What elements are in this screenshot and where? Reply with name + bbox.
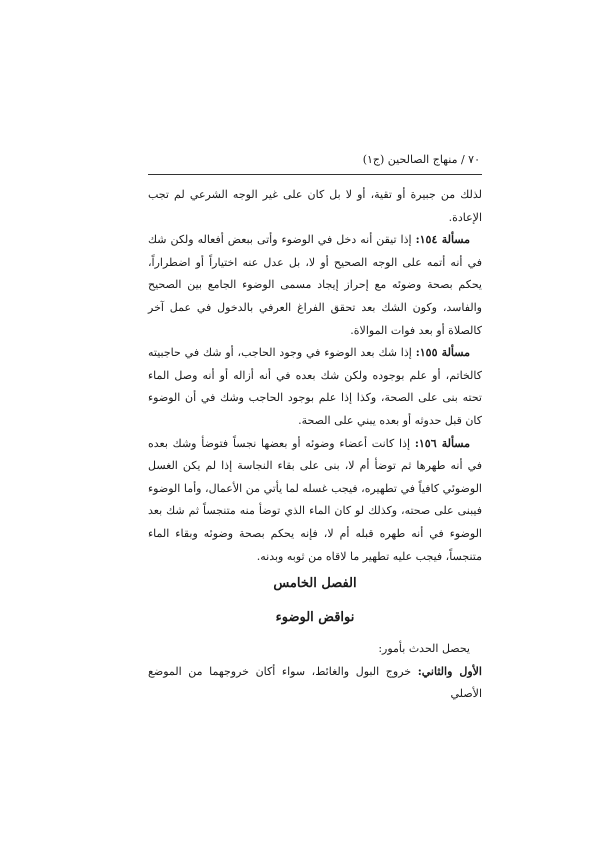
header-rule (148, 174, 482, 175)
section-body (148, 638, 482, 706)
section-intro: يحصل الحدث بأمور: (378, 642, 470, 655)
main-text (148, 184, 482, 568)
list-item-first-second (148, 661, 482, 706)
paragraph-text: إذا كانت أعضاء وضوئه أو بعضها نجساً فتوضأ وشك بعده في أنه طهرها ثم توضأ أم لا، بنى على بقاء النجاسة إذا لم يكن الغسل الوضوئي كافياً في تطهيره، فيجب غسله لما يأتي من الأعمال، وأما الوضوء فيبنى على صحته، وكذلك لو كان الماء الذي توضأ منه متنجساً ثم شك بعد الوضوء في أنه طهره قبله أم لا، فإنه يحكم بصحة وضوئه وبقاء الماء متنجساً، فيجب عليه تطهير ما لاقاه من ثوبه وبدنه. (148, 436, 482, 563)
issue-label: مسألة ١٥٤: (415, 233, 471, 247)
item-text: خروج البول والغائط، سواء أكان خروجهما من الموضع الأصلي (148, 664, 482, 701)
paragraph-text: إذا شك بعد الوضوء في وجود الحاجب، أو شك في حاجبيته كالخاتم، أو علم بوجوده ولكن شك بعده في أنه أزاله أو أنه وصل الماء تحته بنى على الصحة، وكذا إذا علم بوجود الحاجب وشك في أن الوضوء كان قبل حدوثه أو بعده يبني على الصحة. (148, 346, 482, 427)
chapter-title: الفصل الخامس (273, 576, 357, 591)
issue-label: مسألة ١٥٦: (414, 436, 471, 450)
paragraph-issue-155 (148, 342, 482, 432)
paragraph-text: لذلك من جبيرة أو تقية، أو لا بل كان على غير الوجه الشرعي لم تجب الإعادة. (148, 188, 482, 224)
paragraph-issue-154 (148, 229, 482, 342)
running-head: ٧٠ / منهاج الصالحين (ج١) (362, 153, 480, 166)
issue-label: مسألة ١٥٥: (415, 346, 470, 360)
paragraph-text: إذا تيقن أنه دخل في الوضوء وأتى ببعض أفعاله ولكن شك في أنه أتمه على الوجه الصحيح أو لا، بل عدل عنه اختياراً أو اضطراراً، يحكم بصحة وضوئه مع إحراز إيجاد مسمى الوضوء الجامع بين الصحيح والفاسد، وكون الشك بعد تحقق الفراغ العرفي بالدخول في عمل آخر كالصلاة أو بعد فوات الموالاة. (148, 233, 482, 337)
paragraph-issue-156 (148, 433, 482, 569)
paragraph-continuation (148, 184, 482, 229)
section-title: نواقض الوضوء (275, 610, 355, 625)
item-label: الأول والثاني: (417, 664, 482, 678)
